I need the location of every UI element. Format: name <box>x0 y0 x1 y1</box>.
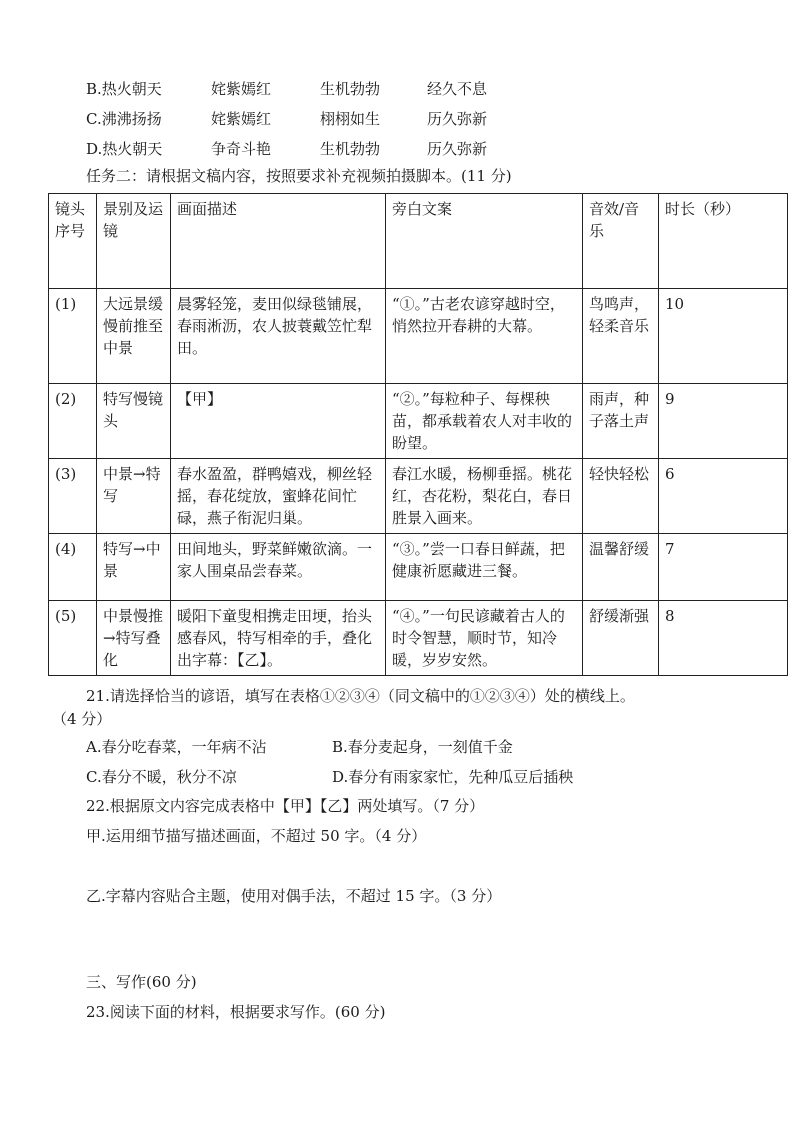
option-word: 姹紫嫣红 <box>211 80 272 98</box>
table-cell: (2) <box>49 384 97 459</box>
header-cell: 时长（秒） <box>659 194 788 289</box>
q21-option-a: A.春分吃春菜，一年病不沾 <box>86 738 267 756</box>
option-word: 栩栩如生 <box>320 110 381 128</box>
option-word: 生机勃勃 <box>320 140 381 158</box>
table-cell: 晨雾轻笼，麦田似绿毯铺展，春雨淅沥，农人披蓑戴笠忙犁田。 <box>171 289 386 384</box>
table-cell: 雨声，种子落土声 <box>583 384 659 459</box>
option-word: 生机勃勃 <box>320 80 381 98</box>
task2-title: 任务二：请根据文稿内容，按照要求补充视频拍摄脚本。(11 分) <box>86 167 512 185</box>
table-cell: 9 <box>659 384 788 459</box>
table-row <box>49 459 788 534</box>
option-word: 历久弥新 <box>427 140 488 158</box>
table-cell: 大远景缓慢前推至中景 <box>97 289 171 384</box>
q22-yi: 乙.字幕内容贴合主题，使用对偶手法，不超过 15 字。（3 分） <box>86 887 502 905</box>
section-3-title: 三、写作(60 分) <box>86 973 197 991</box>
table-cell: (3) <box>49 459 97 534</box>
table-row <box>49 601 788 676</box>
q21-stem-score: （4 分） <box>52 710 112 728</box>
table-cell: (4) <box>49 534 97 601</box>
table-cell: (5) <box>49 601 97 676</box>
option-word: 姹紫嫣红 <box>211 110 272 128</box>
table-cell: 10 <box>659 289 788 384</box>
header-cell: 音效/音乐 <box>583 194 659 289</box>
table-cell: 8 <box>659 601 788 676</box>
table-cell: “③。”尝一口春日鲜蔬，把健康祈愿藏进三餐。 <box>386 534 583 601</box>
q21-option-c: C.春分不暖，秋分不凉 <box>86 768 237 786</box>
q22-jia: 甲.运用细节描写描述画面，不超过 50 字。（4 分） <box>86 827 427 845</box>
table-cell: 中景→特写 <box>97 459 171 534</box>
header-cell: 画面描述 <box>171 194 386 289</box>
option-label: B.热火朝天 <box>86 80 162 98</box>
table-cell: 春水盈盈，群鸭嬉戏，柳丝轻摇，春花绽放，蜜蜂花间忙碌，燕子衔泥归巢。 <box>171 459 386 534</box>
table-cell: 春江水暖，杨柳垂摇。桃花红，杏花粉，梨花白，春日胜景入画来。 <box>386 459 583 534</box>
q21-option-b: B.春分麦起身，一刻值千金 <box>332 738 513 756</box>
table-cell: “④。”一句民谚藏着古人的时令智慧，顺时节，知冷暖，岁岁安然。 <box>386 601 583 676</box>
option-word: 历久弥新 <box>427 110 488 128</box>
table-row <box>49 384 788 459</box>
table-cell: 暖阳下童叟相携走田埂，抬头感春风，特写相牵的手，叠化出字幕：【乙】。 <box>171 601 386 676</box>
table-cell: “②。”每粒种子、每棵秧苗，都承载着农人对丰收的盼望。 <box>386 384 583 459</box>
option-label: D.热火朝天 <box>86 140 163 158</box>
table-cell: (1) <box>49 289 97 384</box>
table-cell: 【甲】 <box>171 384 386 459</box>
table-cell: 舒缓渐强 <box>583 601 659 676</box>
header-cell: 镜头序号 <box>49 194 97 289</box>
table-cell: 田间地头，野菜鲜嫩欲滴。一家人围桌品尝春菜。 <box>171 534 386 601</box>
shooting-script-table <box>48 193 788 676</box>
table-cell: “①。”古老农谚穿越时空，悄然拉开春耕的大幕。 <box>386 289 583 384</box>
table-cell: 6 <box>659 459 788 534</box>
header-cell: 旁白文案 <box>386 194 583 289</box>
table-cell: 轻快轻松 <box>583 459 659 534</box>
table-cell: 温馨舒缓 <box>583 534 659 601</box>
q23-stem: 23.阅读下面的材料，根据要求写作。(60 分) <box>86 1003 386 1021</box>
table-cell: 特写→中景 <box>97 534 171 601</box>
table-cell: 鸟鸣声，轻柔音乐 <box>583 289 659 384</box>
table-cell: 特写慢镜头 <box>97 384 171 459</box>
header-cell: 景别及运镜 <box>97 194 171 289</box>
table-header-row <box>49 194 788 289</box>
q22-stem: 22.根据原文内容完成表格中【甲】【乙】两处填写。（7 分） <box>86 797 485 815</box>
q21-option-d: D.春分有雨家家忙，先种瓜豆后插秧 <box>332 768 574 786</box>
option-label: C.沸沸扬扬 <box>86 110 162 128</box>
table-cell: 中景慢推→特写叠化 <box>97 601 171 676</box>
table-row <box>49 534 788 601</box>
q21-stem: 21.请选择恰当的谚语，填写在表格①②③④（同文稿中的①②③④）处的横线上。 <box>86 687 635 705</box>
table-row <box>49 289 788 384</box>
option-word: 争奇斗艳 <box>211 140 272 158</box>
option-word: 经久不息 <box>427 80 488 98</box>
table-cell: 7 <box>659 534 788 601</box>
